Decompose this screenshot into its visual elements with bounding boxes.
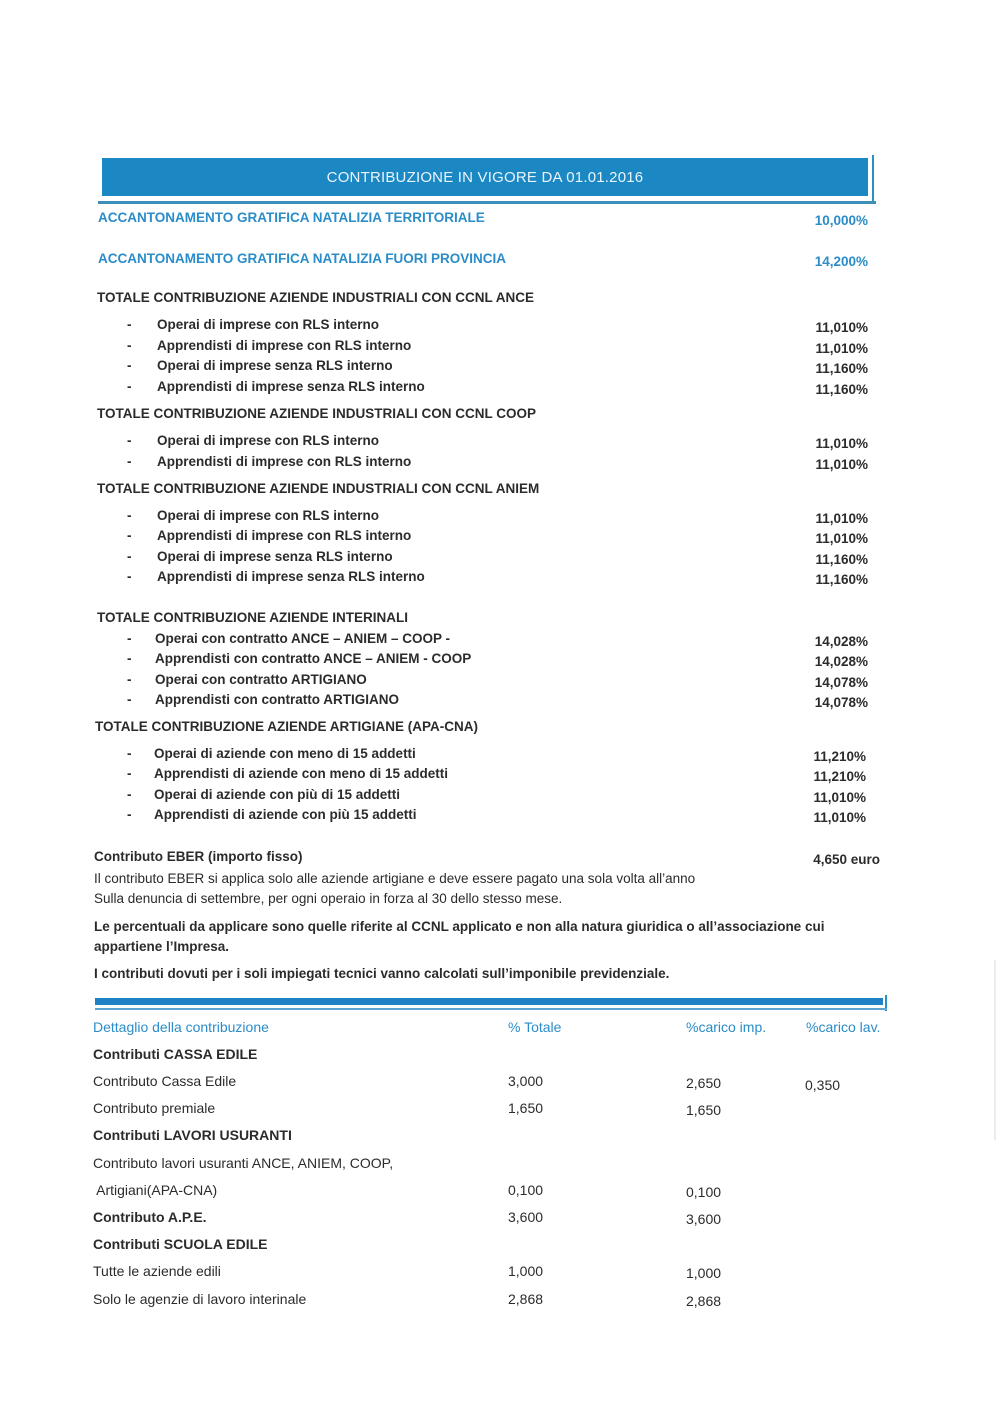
eber-value: 4,650 euro	[813, 852, 880, 867]
item-value: 11,160%	[815, 382, 868, 397]
row-totale: 0,100	[508, 1182, 544, 1198]
section-item	[0, 338, 1000, 358]
section-title-row	[0, 610, 1000, 630]
section-title: TOTALE CONTRIBUZIONE AZIENDE INDUSTRIALI CON CCNL ANIEM	[97, 481, 540, 496]
bullet-dash: -	[127, 433, 132, 448]
eber-row	[0, 849, 1000, 869]
bullet-dash: -	[127, 508, 132, 523]
section-item	[0, 631, 1000, 651]
section-item	[0, 766, 1000, 786]
section-title-row	[0, 290, 1000, 310]
table-row	[0, 1100, 1000, 1120]
row-carico-imp: 2,650	[686, 1075, 722, 1091]
section-title-row	[0, 719, 1000, 739]
header-banner	[98, 155, 876, 205]
divider-line	[95, 1008, 887, 1010]
accantonamento-row	[0, 210, 1000, 230]
note-line	[0, 919, 1000, 939]
section-title: TOTALE CONTRIBUZIONE AZIENDE INTERINALI	[97, 610, 408, 625]
col-header-totale: % Totale	[508, 1019, 562, 1035]
item-label: Operai di imprese senza RLS interno	[157, 358, 393, 373]
banner-divider	[98, 201, 876, 204]
item-label: Operai di imprese con RLS interno	[157, 508, 380, 523]
section-title: TOTALE CONTRIBUZIONE AZIENDE ARTIGIANE (APA-CNA)	[95, 719, 478, 734]
section-item	[0, 433, 1000, 453]
section-title-row	[0, 406, 1000, 426]
bullet-dash: -	[127, 651, 132, 666]
note-percentuali: Le percentuali da applicare sono quelle riferite al CCNL applicato e non alla natura giuridica o all’associazione cui	[94, 919, 825, 934]
item-value: 11,210%	[813, 749, 866, 764]
item-label: Operai di imprese con RLS interno	[157, 433, 380, 448]
row-totale: 3,600	[508, 1209, 544, 1225]
eber-note-line	[0, 871, 1000, 891]
table-header	[0, 1019, 1000, 1039]
table-row	[0, 1291, 1000, 1311]
item-label: Apprendisti con contratto ANCE – ANIEM - COOP	[155, 651, 472, 666]
bullet-dash: -	[127, 692, 132, 707]
section-item	[0, 528, 1000, 548]
section-title: TOTALE CONTRIBUZIONE AZIENDE INDUSTRIALI CON CCNL COOP	[97, 406, 537, 421]
item-value: 11,010%	[815, 436, 868, 451]
row-label: Artigiani(APA-CNA)	[93, 1182, 218, 1198]
row-totale: 3,000	[508, 1073, 544, 1089]
accantonamento-row	[0, 251, 1000, 271]
table-row	[0, 1182, 1000, 1202]
item-label: Apprendisti di imprese con RLS interno	[157, 454, 412, 469]
bullet-dash: -	[127, 358, 132, 373]
row-label: Contributi CASSA EDILE	[93, 1046, 258, 1062]
table-row	[0, 1073, 1000, 1093]
item-label: Apprendisti di imprese senza RLS interno	[157, 569, 425, 584]
bullet-dash: -	[127, 672, 132, 687]
item-label: Apprendisti di imprese con RLS interno	[157, 338, 412, 353]
item-label: Operai di aziende con meno di 15 addetti	[154, 746, 416, 761]
section-item	[0, 454, 1000, 474]
row-label: Contributi SCUOLA EDILE	[93, 1236, 268, 1252]
item-label: Operai con contratto ARTIGIANO	[155, 672, 367, 687]
item-value: 11,010%	[815, 511, 868, 526]
row-label: Contributo premiale	[93, 1100, 216, 1116]
bullet-dash: -	[127, 766, 132, 781]
table-divider	[95, 995, 890, 1015]
note-percentuali-cont: appartiene l’Impresa.	[94, 939, 230, 954]
row-carico-imp: 1,000	[686, 1265, 722, 1281]
eber-title: Contributo EBER (importo fisso)	[94, 849, 303, 864]
section-item	[0, 317, 1000, 337]
item-value: 11,010%	[815, 531, 868, 546]
section-title-row	[0, 481, 1000, 501]
section-item	[0, 508, 1000, 528]
section-item	[0, 379, 1000, 399]
table-row	[0, 1127, 1000, 1147]
item-value: 11,210%	[813, 769, 866, 784]
row-label: Solo le agenzie di lavoro interinale	[93, 1291, 307, 1307]
banner-edge	[872, 155, 874, 201]
section-item	[0, 672, 1000, 692]
item-label: Apprendisti di aziende con più 15 addetti	[154, 807, 417, 822]
bullet-dash: -	[127, 631, 132, 646]
item-value: 11,010%	[813, 810, 866, 825]
col-header-carico-lav: %carico lav.	[806, 1019, 881, 1035]
eber-note-text: Il contributo EBER si applica solo alle aziende artigiane e deve essere pagato una sola volta all’anno	[94, 871, 696, 886]
banner-title: CONTRIBUZIONE IN VIGORE DA 01.01.2016	[102, 158, 868, 196]
note-line	[0, 939, 1000, 959]
item-label: Apprendisti con contratto ARTIGIANO	[155, 692, 399, 707]
table-row	[0, 1155, 1000, 1175]
note-line	[0, 966, 1000, 986]
section-item	[0, 549, 1000, 569]
item-value: 14,078%	[814, 695, 868, 710]
bullet-dash: -	[127, 569, 132, 584]
accantonamento-value: 14,200%	[814, 254, 868, 269]
item-value: 14,078%	[814, 675, 868, 690]
item-value: 11,010%	[813, 790, 866, 805]
item-label: Operai con contratto ANCE – ANIEM – COOP -	[155, 631, 451, 646]
row-label: Contributo lavori usuranti ANCE, ANIEM, COOP,	[93, 1155, 394, 1171]
bullet-dash: -	[127, 338, 132, 353]
row-totale: 1,000	[508, 1263, 544, 1279]
table-row	[0, 1236, 1000, 1256]
table-row	[0, 1046, 1000, 1066]
bullet-dash: -	[127, 317, 132, 332]
item-label: Apprendisti di imprese senza RLS interno	[157, 379, 425, 394]
divider-bar	[95, 998, 883, 1005]
item-label: Operai di imprese con RLS interno	[157, 317, 380, 332]
row-carico-imp: 0,100	[686, 1184, 722, 1200]
section-title: TOTALE CONTRIBUZIONE AZIENDE INDUSTRIALI CON CCNL ANCE	[97, 290, 534, 305]
col-header-dettaglio: Dettaglio della contribuzione	[93, 1019, 269, 1035]
section-item	[0, 358, 1000, 378]
bullet-dash: -	[127, 454, 132, 469]
bullet-dash: -	[127, 379, 132, 394]
row-label: Tutte le aziende edili	[93, 1263, 221, 1279]
section-item	[0, 807, 1000, 827]
eber-note-text: Sulla denuncia di settembre, per ogni operaio in forza al 30 dello stesso mese.	[94, 891, 563, 906]
item-value: 14,028%	[814, 634, 868, 649]
section-item	[0, 569, 1000, 589]
bullet-dash: -	[127, 549, 132, 564]
item-value: 11,160%	[815, 361, 868, 376]
row-carico-imp: 1,650	[686, 1102, 722, 1118]
bullet-dash: -	[127, 528, 132, 543]
section-item	[0, 692, 1000, 712]
table-row	[0, 1263, 1000, 1283]
table-row	[0, 1209, 1000, 1229]
item-label: Apprendisti di aziende con meno di 15 addetti	[154, 766, 449, 781]
accantonamento-label: ACCANTONAMENTO GRATIFICA NATALIZIA TERRITORIALE	[98, 210, 485, 225]
bullet-dash: -	[127, 787, 132, 802]
item-label: Apprendisti di imprese con RLS interno	[157, 528, 412, 543]
eber-note-line	[0, 891, 1000, 911]
row-carico-imp: 2,868	[686, 1293, 722, 1309]
item-value: 11,160%	[815, 572, 868, 587]
item-value: 14,028%	[814, 654, 868, 669]
item-label: Operai di imprese senza RLS interno	[157, 549, 393, 564]
row-label: Contributo A.P.E.	[93, 1209, 207, 1225]
row-label: Contributo Cassa Edile	[93, 1073, 237, 1089]
item-value: 11,010%	[815, 341, 868, 356]
item-value: 11,010%	[815, 457, 868, 472]
note-impiegati: I contributi dovuti per i soli impiegati tecnici vanno calcolati sull’imponibile previdenziale.	[94, 966, 670, 981]
row-carico-imp: 3,600	[686, 1211, 722, 1227]
row-totale: 2,868	[508, 1291, 544, 1307]
bullet-dash: -	[127, 807, 132, 822]
item-value: 11,160%	[815, 552, 868, 567]
col-header-carico-imp: %carico imp.	[686, 1019, 767, 1035]
bullet-dash: -	[127, 746, 132, 761]
section-item	[0, 746, 1000, 766]
row-label: Contributi LAVORI USURANTI	[93, 1127, 292, 1143]
item-label: Operai di aziende con più di 15 addetti	[154, 787, 401, 802]
item-value: 11,010%	[815, 320, 868, 335]
section-item	[0, 651, 1000, 671]
row-totale: 1,650	[508, 1100, 544, 1116]
accantonamento-label: ACCANTONAMENTO GRATIFICA NATALIZIA FUORI PROVINCIA	[98, 251, 506, 266]
section-item	[0, 787, 1000, 807]
row-carico-lav: 0,350	[805, 1077, 841, 1093]
accantonamento-value: 10,000%	[814, 213, 868, 228]
